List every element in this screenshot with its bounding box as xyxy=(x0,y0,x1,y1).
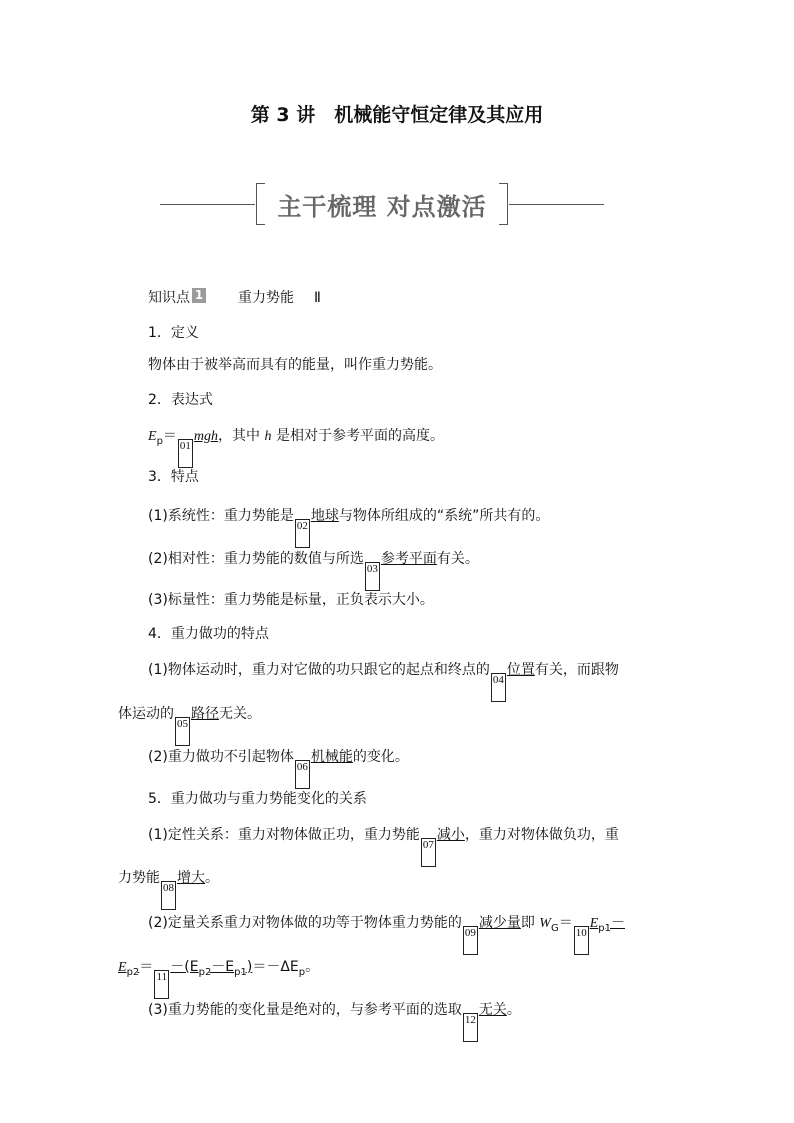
sub: p1 xyxy=(598,922,611,934)
text: ) xyxy=(246,959,253,975)
text: 。 xyxy=(305,959,320,975)
w-sub: G xyxy=(550,922,559,934)
blank-number: 07 xyxy=(421,838,436,867)
h-symbol: h xyxy=(264,429,272,444)
text: (3)重力势能的变化量是绝对的，与参考平面的选取 xyxy=(148,1002,462,1018)
text: (2)重力做功不引起物体 xyxy=(148,749,294,765)
sub: p2 xyxy=(126,966,140,978)
answer: 减小 xyxy=(436,827,465,843)
equals: ＝ xyxy=(558,915,573,931)
banner-text: 主干梳理 对点激活 xyxy=(277,192,487,221)
s3-line-2 xyxy=(148,549,479,591)
sub: p2 xyxy=(198,966,212,978)
knowledge-point-heading xyxy=(148,288,321,308)
text: ，重力对物体做负功，重 xyxy=(464,827,619,843)
sub: p1 xyxy=(234,966,247,978)
banner-right-bracket xyxy=(499,183,508,225)
text: 。 xyxy=(205,870,219,886)
answer: 无关 xyxy=(478,1002,507,1018)
s2-heading: 2．表达式 xyxy=(148,392,213,408)
kp-number-badge: 1 xyxy=(192,288,206,303)
text: 的变化。 xyxy=(352,749,409,765)
text: －E xyxy=(211,959,235,975)
answer: 位置 xyxy=(506,662,535,678)
blank-number: 08 xyxy=(161,881,176,910)
blank-number: 06 xyxy=(295,760,310,789)
kp-prefix: 知识点 xyxy=(148,290,190,306)
e-symbol: E xyxy=(589,916,599,931)
banner-left-rule xyxy=(160,204,255,205)
answer: 减少量 xyxy=(478,915,521,931)
w-symbol: W xyxy=(539,916,551,931)
banner-right-rule xyxy=(509,204,604,205)
s5-line-1 xyxy=(148,825,619,867)
ep-symbol: E xyxy=(148,429,157,444)
blank-number: 12 xyxy=(463,1013,478,1042)
s3-line-3: (3)标量性：重力势能是标量，正负表示大小。 xyxy=(148,592,434,608)
s4-line-3 xyxy=(148,747,409,789)
s4-line-2 xyxy=(118,704,261,746)
blank-number: 01 xyxy=(178,439,193,468)
text: 与物体所组成的“系统”所共有的。 xyxy=(338,508,550,524)
blank-number: 02 xyxy=(295,519,310,548)
text: 是相对于参考平面的高度。 xyxy=(271,428,444,444)
equals: ＝ xyxy=(162,428,177,444)
blank-number: 05 xyxy=(175,717,190,746)
text: 即 xyxy=(520,915,540,931)
kp-name: 重力势能 xyxy=(238,290,294,306)
blank-number: 09 xyxy=(463,926,478,955)
answer: 参考平面 xyxy=(380,551,437,567)
section-banner xyxy=(160,183,604,225)
page-title: 第 3 讲 机械能守恒定律及其应用 xyxy=(250,104,544,126)
text: (2)相对性：重力势能的数值与所选 xyxy=(148,551,364,567)
s3-heading: 3．特点 xyxy=(148,469,199,485)
text: 力势能 xyxy=(118,870,160,886)
answer: 机械能 xyxy=(310,749,353,765)
s1-text: 物体由于被举高而具有的能量，叫作重力势能。 xyxy=(148,357,442,373)
s5-heading: 5．重力做功与重力势能变化的关系 xyxy=(148,791,367,807)
banner-left-bracket xyxy=(256,183,265,225)
answer-cont xyxy=(118,959,140,978)
blank-number: 03 xyxy=(365,562,380,591)
text: 有关。 xyxy=(436,551,479,567)
s5-line-2 xyxy=(118,868,219,910)
equals: ＝ xyxy=(139,959,154,975)
blank-number: 10 xyxy=(574,926,589,955)
blank-number: 04 xyxy=(491,673,506,702)
text: ，其中 xyxy=(218,428,265,444)
minus: － xyxy=(611,915,625,931)
answer xyxy=(170,959,253,978)
answer: 地球 xyxy=(310,508,339,524)
sub: p xyxy=(298,966,306,978)
blank-number: 11 xyxy=(154,970,169,999)
s5-line-5 xyxy=(148,1000,521,1042)
s4-heading: 4．重力做功的特点 xyxy=(148,626,269,642)
s3-line-1 xyxy=(148,506,549,548)
answer: mgh xyxy=(193,429,219,444)
s2-formula xyxy=(148,426,444,468)
text: 体运动的 xyxy=(118,706,174,722)
text: 。 xyxy=(506,1002,521,1018)
e-symbol: E xyxy=(118,960,127,975)
s4-line-1 xyxy=(148,660,619,702)
kp-level: Ⅱ xyxy=(314,290,321,306)
text: 无关。 xyxy=(219,706,261,722)
s5-line-3 xyxy=(148,913,625,955)
s5-line-4 xyxy=(118,957,319,999)
text: (1)物体运动时，重力对它做的功只跟它的起点和终点的 xyxy=(148,662,490,678)
text: (2)定量关系重力对物体做的功等于物体重力势能的 xyxy=(148,915,462,931)
text: ＝－ΔE xyxy=(252,959,299,975)
s1-heading: 1．定义 xyxy=(148,325,199,341)
text: (1)定性关系：重力对物体做正功，重力势能 xyxy=(148,827,420,843)
text: 有关，而跟物 xyxy=(534,662,619,678)
text: (1)系统性：重力势能是 xyxy=(148,508,294,524)
ep-sub: p xyxy=(156,435,163,447)
text: －(E xyxy=(170,959,199,975)
answer xyxy=(589,915,625,934)
answer: 路径 xyxy=(191,706,219,722)
answer: 增大 xyxy=(177,870,205,886)
